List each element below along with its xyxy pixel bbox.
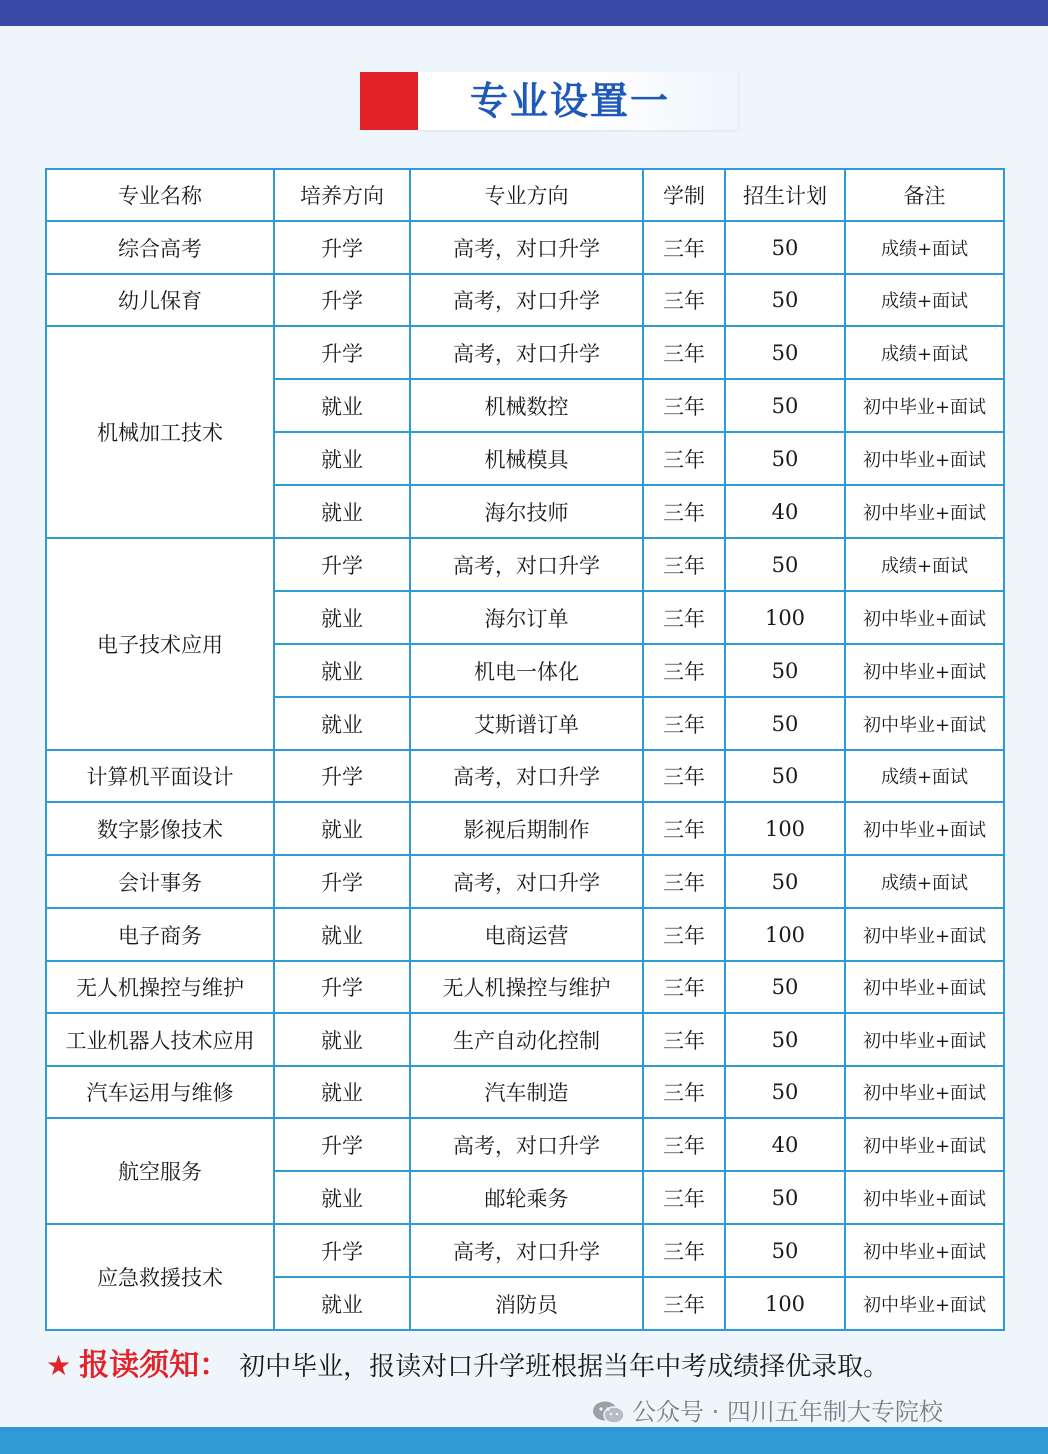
cell-specialization: 汽车制造 [410,1066,643,1118]
cell-duration: 三年 [643,1224,725,1277]
cell-track: 就业 [274,485,410,538]
cell-enrollment-plan: 50 [725,379,845,432]
cell-remarks: 初中毕业+面试 [845,591,1004,644]
cell-specialization: 高考，对口升学 [410,221,643,274]
cell-remarks: 初中毕业+面试 [845,1171,1004,1224]
cell-remarks: 成绩+面试 [845,326,1004,379]
table-row [46,1066,1004,1118]
cell-specialization: 生产自动化控制 [410,1013,643,1066]
cell-major-name: 计算机平面设计 [46,750,274,802]
cell-duration: 三年 [643,1013,725,1066]
cell-enrollment-plan: 50 [725,697,845,750]
cell-duration: 三年 [643,802,725,855]
cell-specialization: 高考，对口升学 [410,1224,643,1277]
cell-remarks: 初中毕业+面试 [845,961,1004,1013]
header-duration: 学制 [643,169,725,221]
cell-track: 升学 [274,1224,410,1277]
cell-duration: 三年 [643,326,725,379]
cell-major-name: 综合高考 [46,221,274,274]
cell-enrollment-plan: 50 [725,855,845,908]
cell-track: 升学 [274,326,410,379]
cell-major-name: 数字影像技术 [46,802,274,855]
cell-remarks: 初中毕业+面试 [845,908,1004,961]
cell-duration: 三年 [643,1066,725,1118]
table-row [46,274,1004,326]
table-row [46,802,1004,855]
cell-major-name: 汽车运用与维修 [46,1066,274,1118]
notice-colon: ： [199,1348,230,1383]
cell-remarks: 成绩+面试 [845,855,1004,908]
cell-remarks: 成绩+面试 [845,538,1004,591]
cell-remarks: 初中毕业+面试 [845,1224,1004,1277]
cell-track: 就业 [274,379,410,432]
cell-specialization: 机械模具 [410,432,643,485]
cell-enrollment-plan: 100 [725,1277,845,1330]
cell-specialization: 高考，对口升学 [410,750,643,802]
cell-enrollment-plan: 40 [725,485,845,538]
star-icon: ★ [46,1349,72,1382]
notice-text: 初中毕业，报读对口升学班根据当年中考成绩择优录取。 [239,1352,890,1382]
table-row [46,326,1004,379]
cell-major-name: 幼儿保育 [46,274,274,326]
table-row [46,221,1004,274]
cell-track: 升学 [274,961,410,1013]
cell-enrollment-plan: 100 [725,591,845,644]
cell-duration: 三年 [643,432,725,485]
watermark [592,1394,943,1430]
cell-remarks: 初中毕业+面试 [845,802,1004,855]
cell-remarks: 初中毕业+面试 [845,1118,1004,1171]
table-body [46,221,1004,1330]
table-row [46,855,1004,908]
cell-specialization: 高考，对口升学 [410,855,643,908]
table-row [46,1013,1004,1066]
cell-duration: 三年 [643,1277,725,1330]
table-row [46,961,1004,1013]
cell-major-name: 会计事务 [46,855,274,908]
cell-duration: 三年 [643,908,725,961]
cell-remarks: 初中毕业+面试 [845,1013,1004,1066]
table-header-row [46,169,1004,221]
cell-duration: 三年 [643,485,725,538]
wechat-icon [592,1400,626,1426]
table-row [46,750,1004,802]
cell-track: 升学 [274,1118,410,1171]
cell-track: 升学 [274,274,410,326]
cell-enrollment-plan: 50 [725,644,845,697]
notice-label: 报读须知 [79,1348,200,1383]
cell-enrollment-plan: 50 [725,432,845,485]
bottom-bar [0,1427,1048,1454]
cell-track: 就业 [274,1066,410,1118]
cell-duration: 三年 [643,538,725,591]
cell-enrollment-plan: 50 [725,1066,845,1118]
cell-remarks: 初中毕业+面试 [845,432,1004,485]
cell-enrollment-plan: 50 [725,538,845,591]
cell-specialization: 高考，对口升学 [410,274,643,326]
cell-specialization: 海尔技师 [410,485,643,538]
cell-track: 就业 [274,1171,410,1224]
cell-major-name: 工业机器人技术应用 [46,1013,274,1066]
cell-enrollment-plan: 50 [725,1171,845,1224]
section-title [360,70,740,132]
cell-remarks: 成绩+面试 [845,221,1004,274]
cell-specialization: 机电一体化 [410,644,643,697]
cell-track: 就业 [274,591,410,644]
cell-major-name: 航空服务 [46,1118,274,1224]
cell-specialization: 电商运营 [410,908,643,961]
cell-duration: 三年 [643,855,725,908]
header-enrollment-plan: 招生计划 [725,169,845,221]
cell-major-name: 电子技术应用 [46,538,274,750]
cell-track: 就业 [274,1277,410,1330]
cell-specialization: 海尔订单 [410,591,643,644]
cell-remarks: 成绩+面试 [845,750,1004,802]
cell-duration: 三年 [643,591,725,644]
table-row [46,1118,1004,1171]
table-row [46,908,1004,961]
cell-major-name: 应急救援技术 [46,1224,274,1330]
cell-enrollment-plan: 50 [725,221,845,274]
cell-enrollment-plan: 100 [725,802,845,855]
cell-duration: 三年 [643,750,725,802]
page-title: 专业设置一 [470,79,671,123]
cell-remarks: 初中毕业+面试 [845,697,1004,750]
cell-track: 升学 [274,855,410,908]
cell-track: 就业 [274,697,410,750]
cell-enrollment-plan: 50 [725,750,845,802]
cell-specialization: 无人机操控与维护 [410,961,643,1013]
cell-track: 升学 [274,221,410,274]
cell-specialization: 影视后期制作 [410,802,643,855]
cell-major-name: 机械加工技术 [46,326,274,538]
cell-major-name: 无人机操控与维护 [46,961,274,1013]
enrollment-notice [46,1346,889,1386]
cell-remarks: 初中毕业+面试 [845,379,1004,432]
cell-remarks: 初中毕业+面试 [845,1066,1004,1118]
cell-major-name: 电子商务 [46,908,274,961]
cell-enrollment-plan: 50 [725,274,845,326]
header-remarks: 备注 [845,169,1004,221]
cell-duration: 三年 [643,1118,725,1171]
cell-track: 就业 [274,432,410,485]
cell-enrollment-plan: 50 [725,326,845,379]
cell-duration: 三年 [643,644,725,697]
cell-duration: 三年 [643,697,725,750]
cell-enrollment-plan: 100 [725,908,845,961]
title-red-block [360,72,418,130]
watermark-text: 公众号 · 四川五年制大专院校 [632,1398,943,1426]
cell-specialization: 艾斯谱订单 [410,697,643,750]
cell-specialization: 消防员 [410,1277,643,1330]
table-row [46,1224,1004,1277]
cell-remarks: 初中毕业+面试 [845,485,1004,538]
cell-remarks: 成绩+面试 [845,274,1004,326]
table-row [46,538,1004,591]
cell-enrollment-plan: 40 [725,1118,845,1171]
cell-track: 就业 [274,908,410,961]
cell-specialization: 机械数控 [410,379,643,432]
cell-duration: 三年 [643,961,725,1013]
top-bar [0,0,1048,26]
header-track: 培养方向 [274,169,410,221]
cell-enrollment-plan: 50 [725,961,845,1013]
header-major-name: 专业名称 [46,169,274,221]
cell-enrollment-plan: 50 [725,1013,845,1066]
majors-table [45,168,1005,1331]
cell-track: 升学 [274,750,410,802]
header-specialization: 专业方向 [410,169,643,221]
cell-duration: 三年 [643,274,725,326]
cell-track: 就业 [274,1013,410,1066]
cell-specialization: 高考，对口升学 [410,538,643,591]
cell-track: 就业 [274,802,410,855]
cell-enrollment-plan: 50 [725,1224,845,1277]
cell-remarks: 初中毕业+面试 [845,1277,1004,1330]
cell-specialization: 高考，对口升学 [410,326,643,379]
cell-track: 就业 [274,644,410,697]
cell-track: 升学 [274,538,410,591]
cell-duration: 三年 [643,221,725,274]
cell-duration: 三年 [643,1171,725,1224]
cell-duration: 三年 [643,379,725,432]
cell-specialization: 高考，对口升学 [410,1118,643,1171]
cell-remarks: 初中毕业+面试 [845,644,1004,697]
cell-specialization: 邮轮乘务 [410,1171,643,1224]
